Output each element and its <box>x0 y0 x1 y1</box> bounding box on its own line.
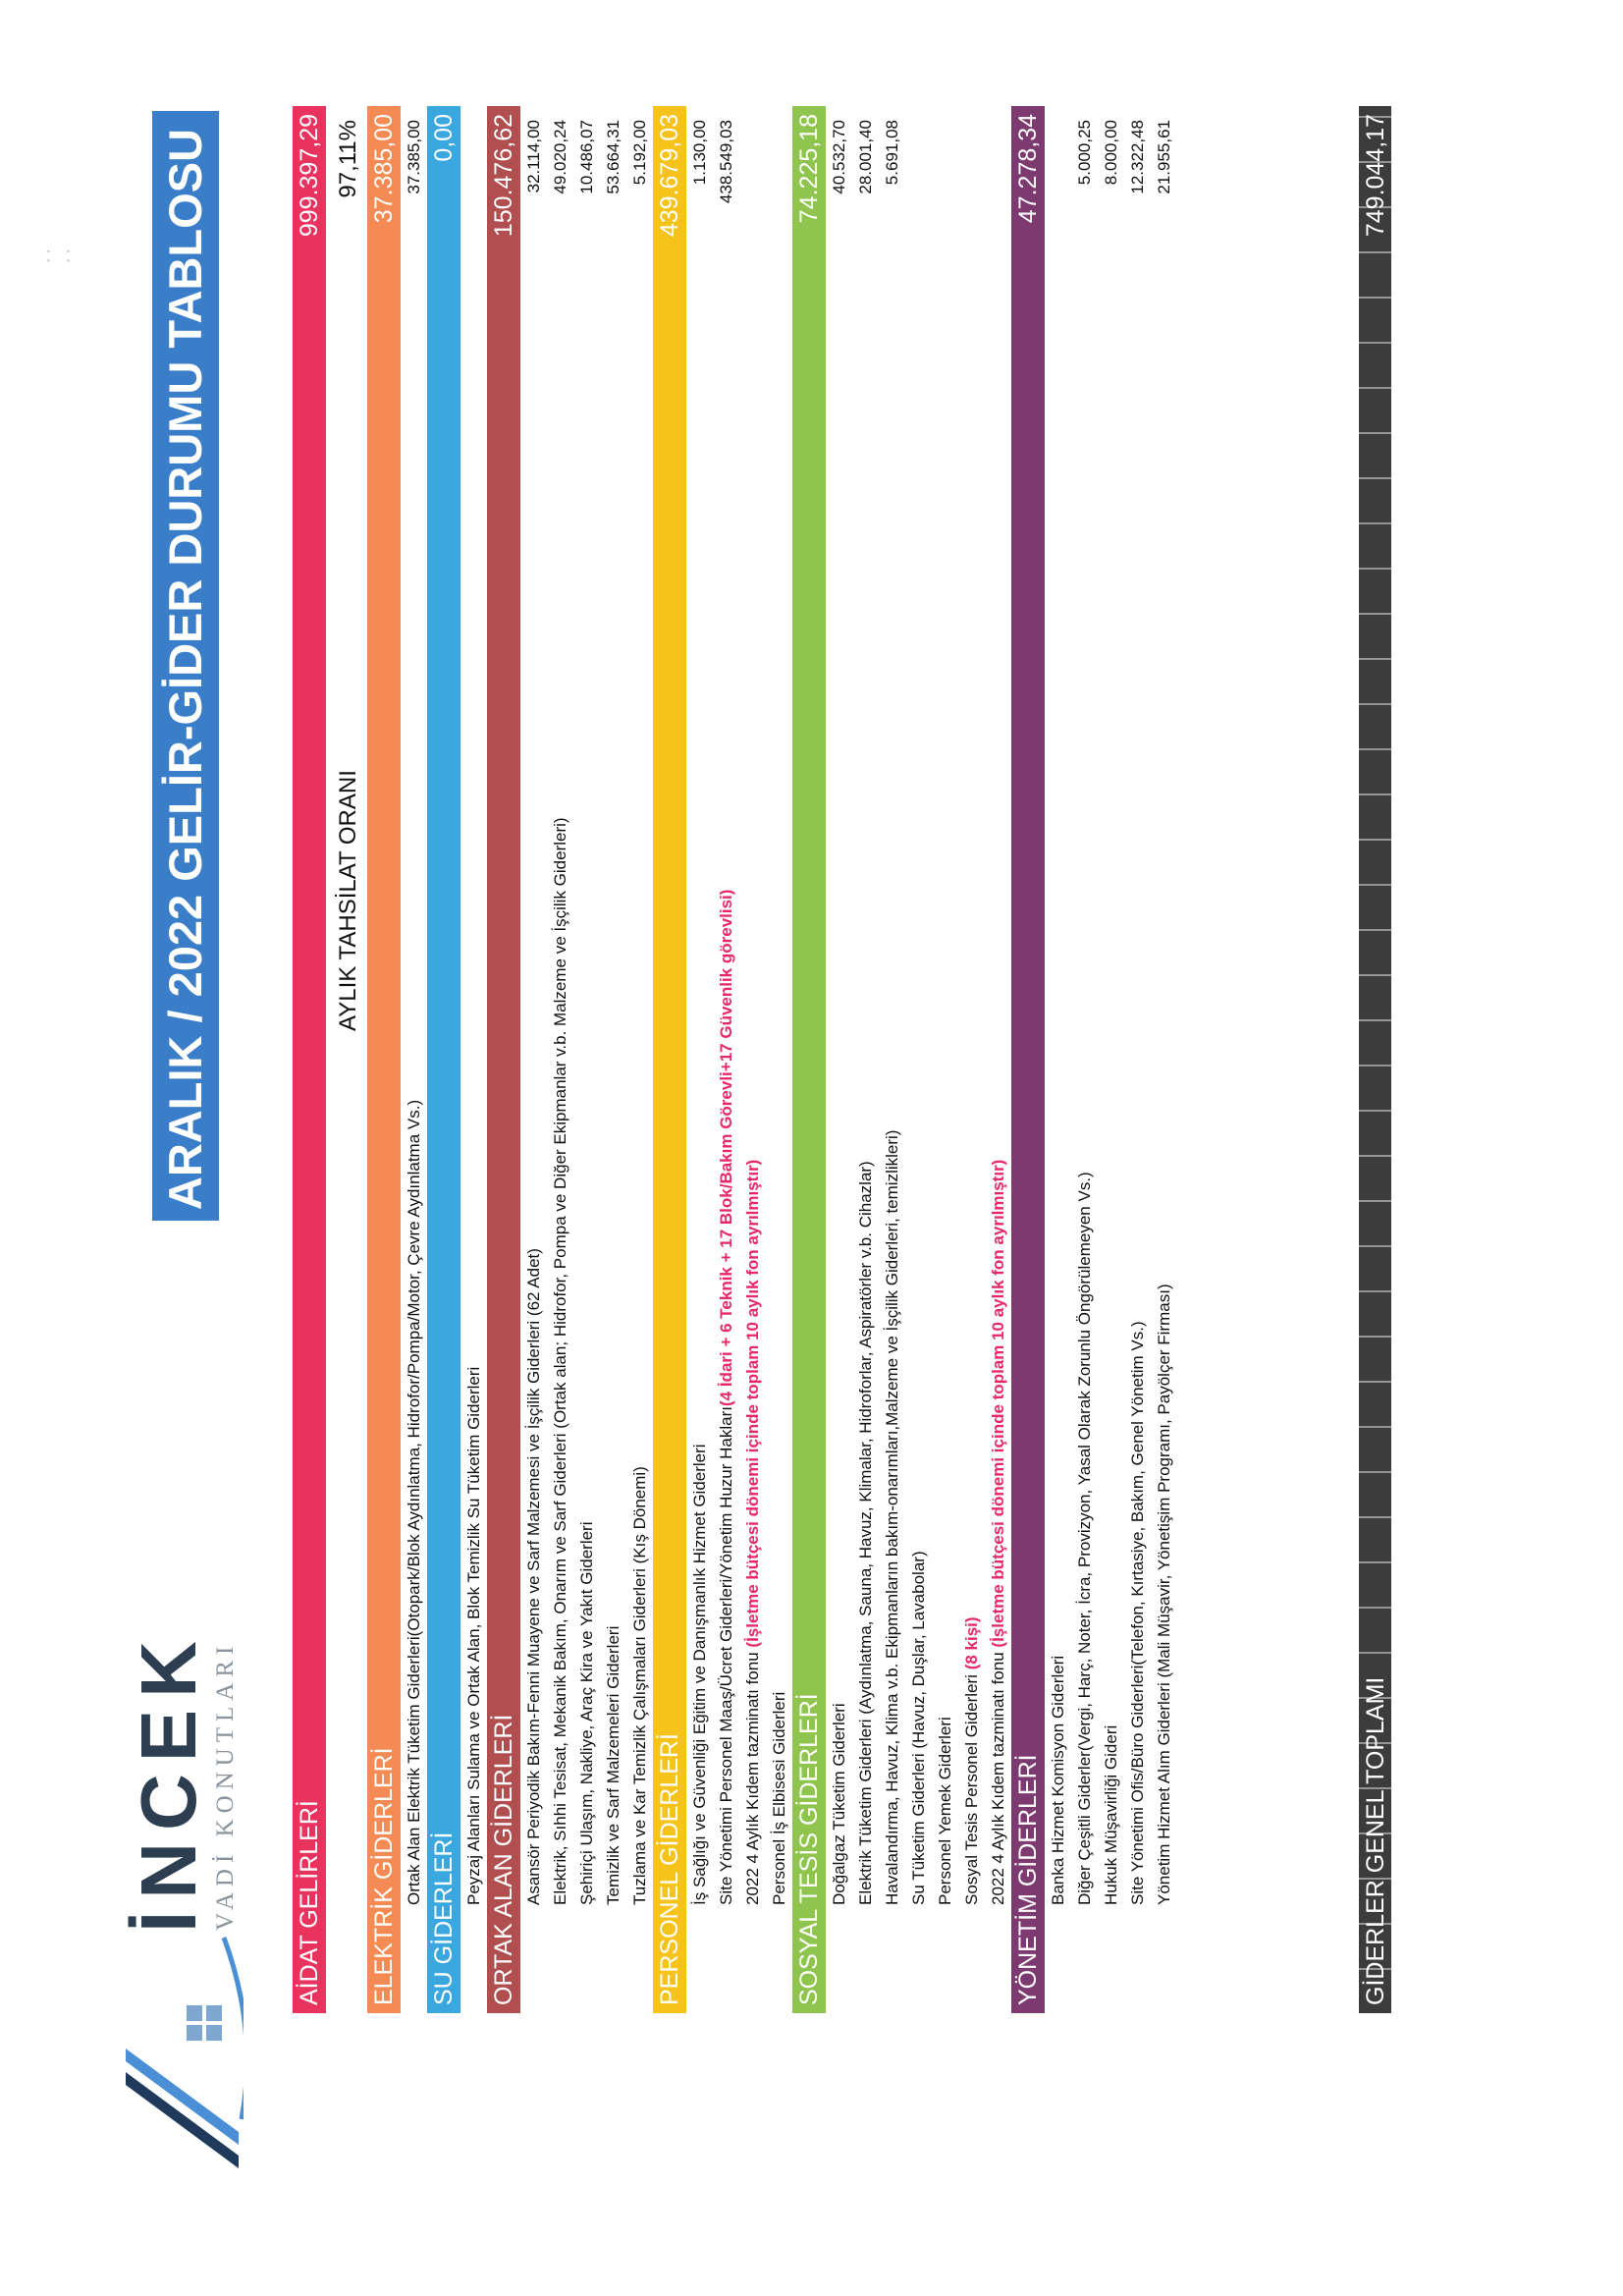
logo <box>116 1550 243 2178</box>
item-text: Personel Yemek Giderleri <box>936 1717 954 1905</box>
table-row <box>626 106 653 2013</box>
table-row <box>1151 106 1177 2013</box>
yonetim-label: YÖNETİM GİDERLERİ <box>1014 1754 1042 2005</box>
ortak-header-row <box>487 106 520 2013</box>
item-value: 21.955,61 <box>1155 120 1173 194</box>
item-value: 5.192,00 <box>630 120 649 186</box>
table-row <box>1045 106 1071 2013</box>
table-row <box>713 106 739 2013</box>
table-row <box>879 106 905 2013</box>
ortak-label: ORTAK ALAN GİDERLERİ <box>490 1714 517 2005</box>
item-value: 53.664,31 <box>604 120 622 194</box>
item-label <box>743 1160 763 1905</box>
collection-rate-value: 97,11% <box>335 120 361 198</box>
logo-swoosh-icon <box>116 1933 243 2178</box>
elektrik-value: 37.385,00 <box>370 114 398 224</box>
item-label <box>883 1130 902 1905</box>
item-text: 2022 4 Aylık Kıdem tazminatı fonu <box>743 1652 762 1905</box>
table-row <box>547 106 573 2013</box>
table-row <box>826 106 852 2013</box>
item-value: 8.000,00 <box>1102 120 1120 186</box>
item-text: Site Yönetimi Personel Maaş/Ücret Giderleri/Yönetim Huzur Hakları <box>717 1406 735 1905</box>
grand-total-label: GİDERLER GENEL TOPLAMI <box>1362 1676 1389 2005</box>
item-label: Peyzaj Alanları Sulama ve Ortak Alan, Blok Temizlik Su Tüketim Giderleri <box>464 1366 483 1905</box>
table-row <box>958 106 985 2013</box>
item-text: Personel İş Elbisesi Giderleri <box>770 1691 788 1905</box>
aidat-label: AİDAT GELİRLERİ <box>296 1800 323 2005</box>
item-value: 49.020,24 <box>551 120 569 194</box>
table-row <box>1071 106 1098 2013</box>
item-note: (4 İdari + 6 Teknik + 17 Blok/Bakım Görevli+17 Güvenlik görevlisi) <box>717 889 735 1406</box>
item-label: Hukuk Müşavirliği Gideri <box>1102 1724 1120 1905</box>
table-row <box>573 106 600 2013</box>
personel-label: PERSONEL GİDERLERİ <box>656 1733 683 2005</box>
elektrik-label: ELEKTRİK GİDERLERİ <box>370 1747 398 2005</box>
table-row <box>766 106 792 2013</box>
item-note: (İşletme bütçesi dönemi içinde toplam 10 aylık fon ayrılmıştır) <box>743 1159 762 1648</box>
item-label: Banka Hizmet Komisyon Giderleri <box>1049 1655 1067 1905</box>
item-text: Doğalgaz Tüketim Giderleri <box>830 1703 848 1905</box>
table-row <box>686 106 713 2013</box>
item-note: (8 kişi) <box>962 1616 981 1670</box>
table-row <box>905 106 932 2013</box>
item-text: İş Sağlığı ve Güvenliği Eğitim ve Danışmanlık Hizmet Giderleri <box>690 1444 709 1905</box>
item-label: Asansör Periyodik Bakım-Fenni Muayene ve Sarf Malzemesi ve İşçilik Giderleri (62 Adet) <box>524 1248 543 1905</box>
item-label: Şehiriçi Ulaşım, Nakliye, Araç Kira ve Yakıt Giderleri <box>577 1521 596 1905</box>
table-row <box>460 106 487 2013</box>
item-text: Elektrik Tüketim Giderleri (Aydınlatma, Sauna, Havuz, Klimalar, Hidroforlar, Aspiratörler v.b. Cihazlar) <box>856 1161 875 1905</box>
ortak-value: 150.476,62 <box>490 114 517 238</box>
item-label <box>856 1161 876 1905</box>
table-row <box>600 106 626 2013</box>
item-label <box>830 1703 849 1905</box>
item-value: 12.322,48 <box>1128 120 1147 194</box>
item-text: 2022 4 Aylık Kıdem tazminatı fonu <box>989 1652 1007 1905</box>
scan-artifact: ⋅ ⋅ ⋅ ⋅ <box>41 248 78 263</box>
personel-value: 439.679,03 <box>656 114 683 238</box>
item-value: 28.001,40 <box>856 120 875 194</box>
collection-rate-label: AYLIK TAHSİLAT ORANI <box>335 770 361 1031</box>
item-label: Temizlik ve Sarf Malzemeleri Giderleri <box>604 1625 622 1905</box>
item-label: Diğer Çeşitli Giderler(Vergi, Harç, Noter, İcra, Provizyon, Yasal Olarak Zorunlu Öngörülemeyen Vs.) <box>1075 1172 1094 1905</box>
sosyal-value: 74.225,18 <box>795 114 823 224</box>
su-label: SU GİDERLERİ <box>430 1831 458 2005</box>
income-expense-table <box>293 106 1177 2013</box>
table-row <box>985 106 1011 2013</box>
item-value: 32.114,00 <box>524 120 543 193</box>
table-row <box>739 106 766 2013</box>
item-value: 1.130,00 <box>690 120 709 186</box>
item-label <box>909 1551 929 1905</box>
logo-tagline: VADİ KONUTLARI <box>212 1640 239 1931</box>
item-label <box>690 1444 710 1905</box>
item-value: 40.532,70 <box>830 120 848 194</box>
item-label <box>936 1717 955 1905</box>
item-value: 37.385,00 <box>405 120 423 194</box>
page-title: ARALIK / 2022 GELİR-GİDER DURUMU TABLOSU <box>152 111 219 1221</box>
su-header-row <box>427 106 460 2013</box>
aidat-value: 999.397,29 <box>296 114 323 238</box>
item-text: Sosyal Tesis Personel Giderleri <box>962 1674 981 1905</box>
collection-rate-row <box>326 106 367 2013</box>
item-label: Tuzlama ve Kar Temizlik Çalışmaları Giderleri (Kış Dönemi) <box>630 1466 649 1905</box>
table-row <box>1124 106 1151 2013</box>
table-row <box>520 106 547 2013</box>
item-label: Ortak Alan Elektrik Tüketim Giderleri(Otopark/Blok Aydınlatma, Hidrofor/Pompa/Motor, Çevre Aydınlatma Vs.) <box>405 1099 423 1905</box>
item-label <box>962 1616 982 1905</box>
item-label <box>717 890 736 1905</box>
logo-brand: İNCEK <box>125 1629 212 1933</box>
item-label <box>770 1692 789 1905</box>
aidat-header-row <box>293 106 326 2013</box>
item-value: 438.549,03 <box>717 120 735 204</box>
yonetim-value: 47.278,34 <box>1014 114 1042 224</box>
table-row <box>852 106 879 2013</box>
yonetim-header-row <box>1011 106 1045 2013</box>
elektrik-header-row <box>367 106 401 2013</box>
table-row <box>1098 106 1124 2013</box>
item-note: (İşletme bütçesi dönemi içinde toplam 10 aylık fon ayrılmıştır) <box>989 1159 1007 1648</box>
grand-total-value: 749.044,17 <box>1362 114 1389 238</box>
grand-total-row <box>1359 106 1391 2013</box>
item-value: 10.486,07 <box>577 120 596 194</box>
item-label <box>989 1160 1008 1905</box>
item-label: Elektrik, Sıhhi Tesisat, Mekanik Bakım, Onarım ve Sarf Giderleri (Ortak alan; Hidrofor, Pompa ve Diğer Ekipmanlar v.b. Malzeme ve İşçilik Giderleri) <box>551 817 569 1905</box>
item-value: 5.000,25 <box>1075 120 1094 186</box>
sosyal-label: SOSYAL TESİS GİDERLERİ <box>795 1693 823 2005</box>
item-value: 5.691,08 <box>883 120 901 186</box>
item-text: Su Tüketim Giderleri (Havuz, Duşlar, Lavabolar) <box>909 1551 928 1905</box>
su-value: 0,00 <box>430 114 458 162</box>
personel-header-row <box>653 106 686 2013</box>
table-row <box>932 106 958 2013</box>
item-text: Havalandırma, Havuz, Klima v.b. Ekipmanların bakım-onarımları,Malzeme ve İşçilik Giderleri, temizlikleri) <box>883 1129 901 1905</box>
table-row <box>401 106 427 2013</box>
item-label: Site Yönetimi Ofis/Büro Giderleri(Telefon, Kırtasiye, Bakım, Genel Yönetim Vs.) <box>1128 1321 1147 1905</box>
item-label: Yönetim Hizmet Alım Giderleri (Mali Müşavir, Yönetişim Programı, Payölçer Firması) <box>1155 1284 1173 1905</box>
sosyal-header-row <box>792 106 826 2013</box>
